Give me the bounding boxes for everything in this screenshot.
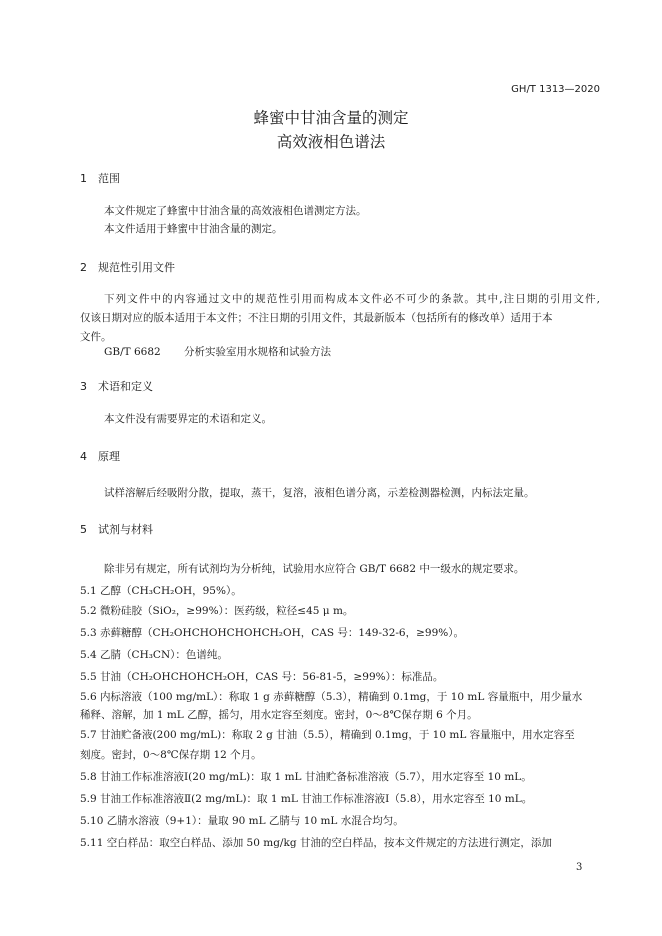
paragraph [80, 290, 600, 347]
section-title: 试剂与材料 [98, 523, 153, 536]
section-title: 原理 [98, 450, 120, 463]
reagent-item-continued: 刻度。密封，0～8℃保存期 12 个月。 [80, 749, 262, 761]
page-number: 3 [576, 862, 583, 873]
reagent-item: 5.2 微粉硅胶（SiO₂，≥99%）：医药级，粒径≤45 μ m。 [80, 605, 354, 617]
paragraph-line: 仅该日期对应的版本适用于本文件；不注日期的引用文件，其最新版本（包括所有的修改单）适用于本 [80, 312, 553, 324]
reagent-item: 5.6 内标溶液（100 mg/mL）：称取 1 g 赤藓糖醇（5.3），精确到 0.1mg，于 10 mL 容量瓶中，用少量水 [80, 691, 583, 703]
reagent-item: 5.7 甘油贮备液(200 mg/mL)：称取 2 g 甘油（5.5），精确到 0.1mg，于 10 mL 容量瓶中，用水定容至 [80, 729, 575, 741]
section-number: 4 [80, 450, 87, 463]
standard-number: GH/T 1313—2020 [511, 84, 600, 95]
section-heading-normative-references [80, 259, 175, 275]
section-number: 1 [80, 172, 87, 185]
reagent-item: 5.5 甘油（CH₂OHCHOHCH₂OH，CAS 号：56-81-5，≥99%）：标准品。 [80, 671, 444, 683]
paragraph: 本文件适用于蜂蜜中甘油含量的测定。 [104, 223, 283, 235]
reagent-item: 5.10 乙腈水溶液（9+1）：量取 90 mL 乙腈与 10 mL 水混合均匀。 [80, 815, 404, 827]
section-title: 术语和定义 [98, 380, 153, 393]
section-title: 范围 [98, 172, 120, 185]
paragraph: 本文件规定了蜂蜜中甘油含量的高效液相色谱测定方法。 [104, 205, 367, 217]
reagent-item: 5.11 空白样品：取空白样品、添加 50 mg/kg 甘油的空白样品，按本文件规定的方法进行测定，添加 [80, 837, 552, 849]
section-heading-reagents [80, 521, 153, 537]
reagent-item: 5.8 甘油工作标准溶液Ⅰ(20 mg/mL)：取 1 mL 甘油贮备标准溶液（5.7），用水定容至 10 mL。 [80, 771, 532, 783]
section-heading-principle [80, 448, 120, 464]
reagent-item: 5.1 乙醇（CH₃CH₂OH，95%）。 [80, 585, 242, 597]
section-number: 3 [80, 380, 87, 393]
paragraph-line: 文件。 [80, 331, 112, 343]
section-title: 规范性引用文件 [98, 261, 175, 274]
section-number: 2 [80, 261, 87, 274]
reagent-item: 5.9 甘油工作标准溶液Ⅱ(2 mg/mL)：取 1 mL 甘油工作标准溶液Ⅰ（5.8），用水定容至 10 mL。 [80, 793, 533, 805]
section-heading-scope [80, 170, 120, 186]
document-title-line1: 蜂蜜中甘油含量的测定 [253, 109, 409, 127]
normative-reference [104, 344, 331, 359]
reference-code: GB/T 6682 [104, 346, 161, 358]
section-heading-terms [80, 378, 153, 394]
section-number: 5 [80, 523, 87, 536]
reference-title: 分析实验室用水规格和试验方法 [184, 346, 331, 358]
reagent-item: 5.4 乙腈（CH₃CN）：色谱纯。 [80, 649, 228, 661]
paragraph-line: 下列文件中的内容通过文中的规范性引用而构成本文件必不可少的条款。其中,注日期的引用文件, [104, 293, 600, 305]
paragraph: 本文件没有需要界定的术语和定义。 [104, 413, 272, 425]
document-title-line2: 高效液相色谱法 [276, 133, 386, 151]
paragraph: 除非另有规定，所有试剂均为分析纯，试验用水应符合 GB/T 6682 中一级水的规定要求。 [104, 563, 525, 575]
reagent-item-continued: 稀释、溶解，加 1 mL 乙醇，摇匀，用水定容至刻度。密封，0～8℃保存期 6 个月。 [80, 709, 478, 721]
paragraph: 试样溶解后经吸附分散，提取，蒸干，复溶，液相色谱分离，示差检测器检测，内标法定量。 [104, 487, 535, 499]
reagent-item: 5.3 赤藓糖醇（CH₂OHCHOHCHOHCH₂OH，CAS 号：149-32-6，≥99%）。 [80, 627, 464, 639]
